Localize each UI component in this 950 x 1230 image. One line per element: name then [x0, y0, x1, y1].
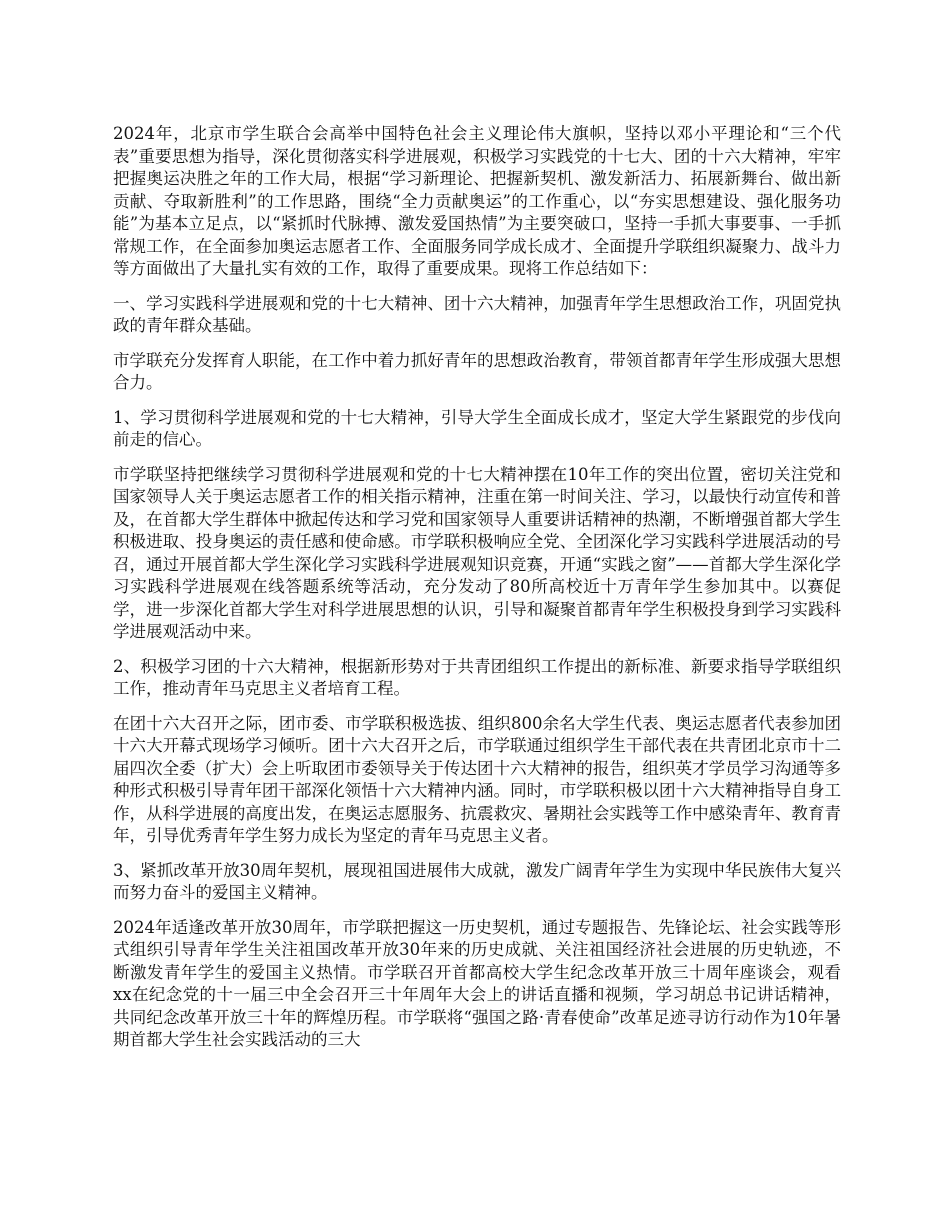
- body-paragraph: 市学联充分发挥育人职能，在工作中着力抓好青年的思想政治教育，带领首都青年学生形成强大思想合力。: [113, 350, 841, 392]
- subsection-heading-3: 3、紧抓改革开放30周年契机，展现祖国进展伟大成就，激发广阔青年学生为实现中华民族伟大复兴而努力奋斗的爱国主义精神。: [113, 860, 841, 902]
- body-paragraph: 2024年适逢改革开放30周年，市学联把握这一历史契机，通过专题报告、先锋论坛、社会实践等形式组织引导青年学生关注祖国改革开放30年来的历史成就、关注祖国经济社会进展的历史轨迹，不断激发青年学生的爱国主义热情。市学联召开首都高校大学生纪念改革开放三十周年座谈会，观看xx在纪念党的十一届三中全会召开三十年周年大会上的讲话直播和视频，学习胡总书记讲话精神，共同纪念改革开放三十年的辉煌历程。市学联将“强国之路·青春使命”改革足迹寻访行动作为10年暑期首都大学生社会实践活动的三大: [113, 917, 841, 1049]
- body-paragraph: 在团十六大召开之际，团市委、市学联积极选拔、组织800余名大学生代表、奥运志愿者代表参加团十六大开幕式现场学习倾听。团十六大召开之后，市学联通过组织学生干部代表在共青团北京市十二届四次全委（扩大）会上听取团市委领导关于传达团十六大精神的报告，组织英才学员学习沟通等多种形式积极引导青年团干部深化领悟十六大精神内涵。同时，市学联积极以团十六大精神指导自身工作，从科学进展的高度出发，在奥运志愿服务、抗震救灾、暑期社会实践等工作中感染青年、教育青年，引导优秀青年学生努力成长为坚定的青年马克思主义者。: [113, 713, 841, 845]
- subsection-heading-2: 2、积极学习团的十六大精神，根据新形势对于共青团组织工作提出的新标准、新要求指导学联组织工作，推动青年马克思主义者培育工程。: [113, 656, 841, 698]
- body-paragraph: 市学联坚持把继续学习贯彻科学进展观和党的十七大精神摆在10年工作的突出位置，密切关注党和国家领导人关于奥运志愿者工作的相关指示精神，注重在第一时间关注、学习，以最快行动宣传和普及，在首都大学生群体中掀起传达和学习党和国家领导人重要讲话精神的热潮，不断增强首都大学生积极进取、投身奥运的责任感和使命感。市学联积极响应全党、全团深化学习实践科学进展活动的号召，通过开展首都大学生深化学习实践科学进展观知识竞赛，开通“实践之窗”——首都大学生深化学习实践科学进展观在线答题系统等活动，充分发动了80所高校近十万青年学生参加其中。以赛促学，进一步深化首都大学生对科学进展思想的认识，引导和凝聚首都青年学生积极投身到学习实践科学进展观活动中来。: [113, 464, 841, 641]
- document-body: [113, 123, 841, 1064]
- section-heading-1: 一、学习实践科学进展观和党的十七大精神、团十六大精神，加强青年学生思想政治工作，巩固党执政的青年群众基础。: [113, 293, 841, 335]
- intro-paragraph: 2024年，北京市学生联合会高举中国特色社会主义理论伟大旗帜，坚持以邓小平理论和“三个代表”重要思想为指导，深化贯彻落实科学进展观，积极学习实践党的十七大、团的十六大精神，牢牢把握奥运决胜之年的工作大局，根据“学习新理论、把握新契机、激发新活力、拓展新舞台、做出新贡献、夺取新胜利”的工作思路，围绕“全力贡献奥运”的工作重心，以“夯实思想建设、强化服务功能”为基本立足点，以“紧抓时代脉搏、激发爱国热情”为主要突破口，坚持一手抓大事要事、一手抓常规工作，在全面参加奥运志愿者工作、全面服务同学成长成才、全面提升学联组织凝聚力、战斗力等方面做出了大量扎实有效的工作，取得了重要成果。现将工作总结如下：: [113, 124, 841, 278]
- subsection-heading-1: 1、学习贯彻科学进展观和党的十七大精神，引导大学生全面成长成才，坚定大学生紧跟党的步伐向前走的信心。: [113, 407, 841, 449]
